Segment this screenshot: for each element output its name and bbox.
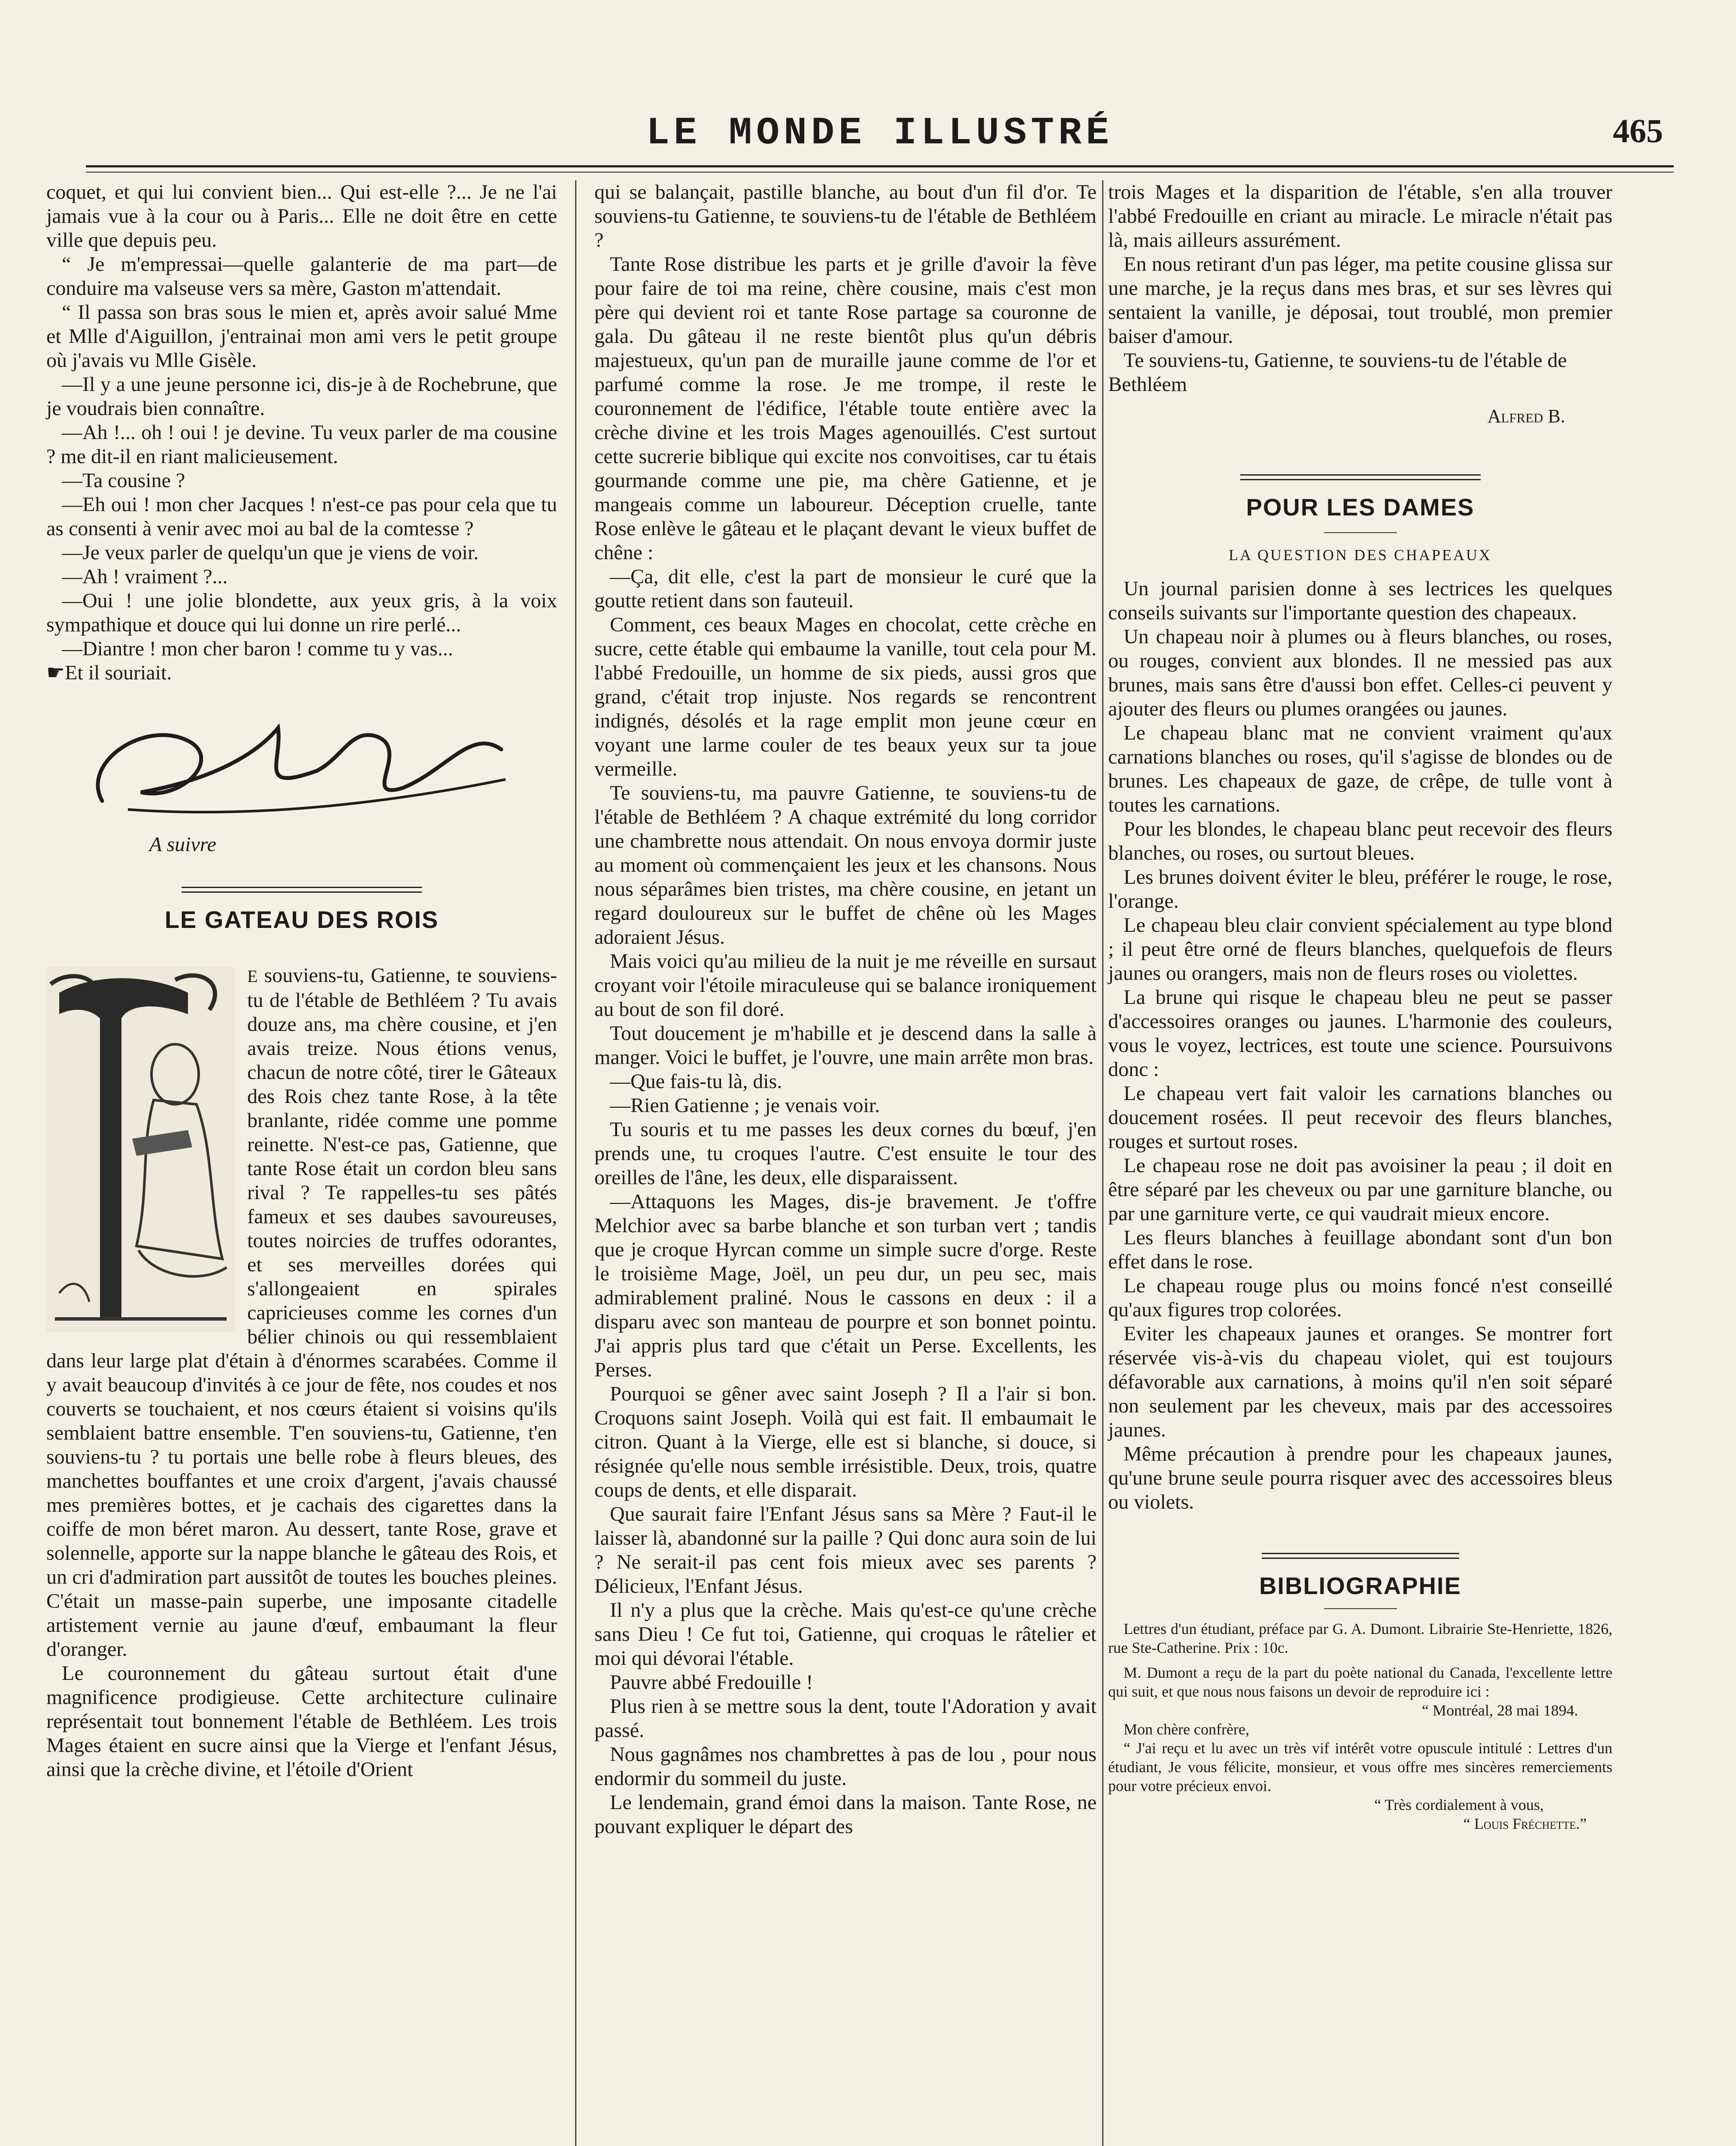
paragraph: —Il y a une jeune personne ici, dis-je à de Rochebrune, que je voudrais bien connaître.	[46, 373, 557, 420]
paragraph: Les fleurs blanches à feuillage abondant sont d'un bon effet dans le rose.	[1108, 1226, 1612, 1273]
letter-date: “ Montréal, 28 mai 1894.	[1422, 1702, 1578, 1719]
paragraph: Même précaution à prendre pour les chapeaux jaunes, qu'une brune seule pourra risquer avec des accessoires bleus ou violets.	[1108, 1443, 1612, 1513]
paragraph: —Ça, dit elle, c'est la part de monsieur le curé que la goutte retient dans son fauteuil.	[594, 565, 1097, 612]
letter-body: “ J'ai reçu et lu avec un très vif intérêt votre opuscule intitulé : Lettres d'un étudiant, Je vous félicite, monsieur, et vous offre mes sincères remerciements pour votre précieux envoi.	[1108, 1740, 1612, 1794]
paragraph: Pour les blondes, le chapeau blanc peut recevoir des fleurs blanches, ou roses, ou surtout bleues.	[1108, 818, 1612, 864]
letter-salutation: Mon chère confrère,	[1124, 1721, 1249, 1738]
page-number: 465	[1613, 112, 1663, 149]
title-underline	[1324, 1608, 1397, 1609]
column-1	[46, 180, 557, 1782]
article-gateau-des-rois	[46, 964, 557, 1782]
paragraph: ☛Et il souriait.	[46, 661, 172, 684]
paragraph: Mais voici qu'au milieu de la nuit je me réveille en sursaut croyant voir l'étoile miraculeuse qui se balance ironiquement au bout de son fil doré.	[594, 950, 1097, 1021]
paragraph: qui se balançait, pastille blanche, au bout d'un fil d'or. Te souviens-tu Gatienne, te souviens-tu de l'étable de Bethléem ?	[594, 181, 1097, 252]
paragraph: trois Mages et la disparition de l'étable, s'en alla trouver l'abbé Fredouille en criant au miracle. Le miracle n'était pas là, mais ailleurs assurément.	[1108, 181, 1612, 252]
paragraph: Que saurait faire l'Enfant Jésus sans sa Mère ? Faut-il le laisser là, abandonné sur la paille ? Qui donc aura soin de lui ? Ne serait-il pas cent fois mieux avec ses parents ? Délicieux, l'Enfant Jésus.	[594, 1503, 1097, 1597]
paragraph: —Ah !... oh ! oui ! je devine. Tu veux parler de ma cousine ? me dit-il en riant malicieusement.	[46, 421, 557, 468]
bibliography-notice	[1108, 1619, 1612, 1833]
paragraph: Il n'y a plus que la crèche. Mais qu'est-ce qu'une crèche sans Dieu ! Ce fut toi, Gatienne, qui croquas le râtelier et moi qui dévorai l'étable.	[594, 1599, 1097, 1670]
column-divider	[1102, 180, 1103, 2146]
paragraph: Tante Rose distribue les parts et je grille d'avoir la fève pour faire de toi ma reine, chère cousine, mais c'est mon père qui devient roi et tante Rose partage sa couronne de gala. Du gâteau il ne reste bientôt plus qu'un débris majestueux, qu'un pan de muraille jaune comme de l'or et parfumé comme la rose. Je me trompe, il reste le couronnement de l'édifice, l'étable toute entière avec la crèche divine et les trois Mages agenouillés. C'est surtout cette sucrerie biblique qui excite nos convoitises, car tu étais gourmande comme une pie, ma chère Gatienne, et je mangeais comme un laboureur. Déception cruelle, tante Rose enlève le gâteau et le plaçant devant le vieux buffet de chêne :	[594, 253, 1097, 564]
paragraph: Un chapeau noir à plumes ou à fleurs blanches, ou roses, ou rouges, convient aux blondes. Il ne messied pas aux brunes, mais sans être d'aussi bon effet. Celles-ci peuvent y ajouter des fleurs ou plumes orangées ou jaunes.	[1108, 625, 1612, 720]
paragraph: “ Il passa son bras sous le mien et, après avoir salué Mme et Mlle d'Aiguillon, j'entrainai mon ami vers le petit groupe où j'avais vu Mlle Gisèle.	[46, 301, 557, 372]
section-rule	[1240, 479, 1481, 480]
paragraph: Te souviens-tu, ma pauvre Gatienne, te souviens-tu de l'étable de Bethléem ? A chaque extrémité du long corridor une chambrette nous attendait. On nous envoya dormir juste au moment où commençaient les jeux et les chansons. Nous nous séparâmes bien tristes, ma chère cousine, en jetant un regard douloureux sur le buffet de chêne où les Mages adoraient Jésus.	[594, 782, 1097, 949]
section-rule	[1240, 474, 1481, 476]
paragraph: Nous gagnâmes nos chambrettes à pas de lou , pour nous endormir du sommeil du juste.	[594, 1743, 1097, 1790]
title-underline	[1324, 532, 1397, 533]
article-byline: Alfred B.	[1487, 406, 1565, 427]
author-signature	[76, 702, 527, 831]
letter-signature: “ Louis Fréchette.”	[1463, 1815, 1587, 1832]
section-rule	[1262, 1558, 1459, 1559]
section-title-pour-les-dames: POUR LES DAMES	[1246, 494, 1475, 521]
section-rule	[1262, 1553, 1459, 1554]
paragraph: —Ah ! vraiment ?...	[62, 565, 228, 588]
section-subtitle: LA QUESTION DES CHAPEAUX	[1228, 546, 1492, 564]
paragraph: —Attaquons les Mages, dis-je bravement. Je t'offre Melchior avec sa barbe blanche et son turban vert ; tandis que je croque Hyrcan comme un simple sucre d'orge. Reste le troisième Mage, Joël, un peu dur, un peu sec, mais admirablement praliné. Nous le cassons en deux : il a disparu avec son manteau de pourpre et son bonnet pointu. J'ai appris plus tard que c'était un Perse. Excellents, les Perses.	[594, 1190, 1097, 1381]
paragraph: Le chapeau rouge plus ou moins foncé n'est conseillé qu'aux figures trop colorées.	[1108, 1274, 1612, 1321]
hand-pointer-icon: ☛	[46, 661, 65, 684]
paragraph: Comment, ces beaux Mages en chocolat, cette crèche en sucre, cette étable qui embaume la vanille, tout cela pour M. l'abbé Fredouille, un homme de six pieds, aussi gros que grand, c'était trop injuste. Nos regards se rencontrent indignés, désolés et la rage emplit mon jeune cœur en voyant une larme couler de tes beaux yeux sur ta joue vermeille.	[594, 613, 1097, 780]
paragraph: Le chapeau bleu clair convient spécialement au type blond ; il peut être orné de fleurs blanches, quelquefois de fleurs jaunes ou orangers, mais non de fleurs roses ou violettes.	[1108, 914, 1612, 985]
section-rule	[182, 891, 422, 893]
paragraph: M. Dumont a reçu de la part du poète national du Canada, l'excellente lettre qui suit, et que nous nous faisons un devoir de reproduire ici :	[1108, 1664, 1612, 1700]
paragraph: Eviter les chapeaux jaunes et oranges. Se montrer fort réservée vis-à-vis du chapeau violet, qui est toujours défavorable aux carnations, à moins qu'il n'en soit séparé non seulement par les cheveux, mais par des accessoires jaunes.	[1108, 1322, 1612, 1441]
paragraph: Le lendemain, grand émoi dans la maison. Tante Rose, ne pouvant expliquer le départ des	[594, 1791, 1097, 1838]
paragraph: —Eh oui ! mon cher Jacques ! n'est-ce pas pour cela que tu as consenti à venir avec moi au bal de la comtesse ?	[46, 493, 557, 540]
masthead-rule-thin	[86, 172, 1674, 173]
book-reference: Lettres d'un étudiant, préface par G. A. Dumont. Librairie Ste-Henriette, 1826, rue Ste-Catherine. Prix : 10c.	[1108, 1620, 1612, 1656]
paragraph: —Ta cousine ?	[62, 469, 185, 492]
paragraph: La brune qui risque le chapeau bleu ne peut se passer d'accessoires oranges ou jaunes. L'harmonie des couleurs, vous le voyez, lectrices, est toute une science. Poursuivons donc :	[1108, 986, 1612, 1081]
paragraph: Pauvre abbé Fredouille !	[610, 1671, 813, 1694]
column-2	[594, 180, 1097, 1839]
paragraph: Tu souris et tu me passes les deux cornes du bœuf, j'en prends une, tu croques l'autre. C'est ensuite le tour des oreilles de l'âne, les deux, elle disparaissent.	[594, 1118, 1097, 1189]
article-opening-paragraph: E souviens-tu, Gatienne, te souviens-tu de l'étable de Bethléem ? Tu avais douze ans, ma chère cousine, et j'en avais treize. Nous étions venus, chacun de notre côté, tirer le Gâteaux des Rois chez tante Rose, à la tête branlante, ridée comme une pomme reinette. N'est-ce pas, Gatienne, que tante Rose était un cordon bleu sans rival ? Te rappelles-tu ses pâtés fameux et ses daubes savoureuses, toutes noircies de truffes odorantes, et ses merveilles dorées qui s'allongeaient en spirales capricieuses comme les cornes d'un bélier chinois ou qui ressemblaient dans leur large plat d'étain à d'énormes scarabées. Comme il y avait beaucoup d'invités à ce jour de fête, nos coudes et nos couverts se touchaient, et nos cœurs étaient si voisins qu'ils semblaient battre ensemble. T'en souviens-tu, Gatienne, t'en souviens-tu ? tu portais une belle robe à fleurs bleues, des manchettes bouffantes et une croix d'argent, j'avais chaussé mes premières bottes, et je cachais des cigarettes dans la coiffe de mon béret maron. Au dessert, tante Rose, grave et solennelle, apporte sur la nappe blanche le gâteau des Rois, et un cri d'admiration part aussitôt de toutes les bouches pleines. C'était un masse-pain superbe, une imposante citadelle artistement vernie au jaune d'œuf, embaumant la fleur d'oranger.	[46, 964, 557, 1661]
paragraph: —Je veux parler de quelqu'un que je viens de voir.	[62, 541, 479, 564]
paragraph: “ Je m'empressai—quelle galanterie de ma part—de conduire ma valseuse vers sa mère, Gaston m'attendait.	[46, 253, 557, 300]
paragraph: Un journal parisien donne à ses lectrices les quelques conseils suivants sur l'importante question des chapeaux.	[1108, 577, 1612, 624]
ornamental-letter-t-icon	[46, 967, 235, 1332]
paragraph: En nous retirant d'un pas léger, ma petite cousine glissa sur une marche, je la reçus dans mes bras, et sur ses lèvres qui sentaient la vanille, je déposai, tout troublé, mon premier baiser d'amour.	[1108, 253, 1612, 348]
section-rule	[182, 887, 422, 888]
section-title-bibliographie: BIBLIOGRAPHIE	[1259, 1572, 1461, 1599]
paragraph: Tout doucement je m'habille et je descend dans la salle à manger. Voici le buffet, je l'ouvre, une main arrête mon bras.	[594, 1022, 1097, 1069]
paragraph: Le chapeau rose ne doit pas avoisiner la peau ; il doit en être séparé par les cheveux ou par une garniture blanche, ou par une garniture verte, ce qui vaudrait mieux encore.	[1108, 1154, 1612, 1225]
newspaper-title: LE MONDE ILLUSTRÉ	[646, 112, 1114, 155]
paragraph: Le couronnement du gâteau surtout était d'une magnificence prodigieuse. Cette architecture culinaire représentait tout bonnement l'étable de Bethléem. Les trois Mages étaient en sucre ainsi que la Vierge et l'enfant Jésus, ainsi que la crèche divine, et l'étoile d'Orient	[46, 1662, 557, 1781]
paragraph: —Que fais-tu là, dis.	[610, 1070, 782, 1093]
illustration-woman-reading	[46, 967, 235, 1332]
paragraph: —Oui ! une jolie blondette, aux yeux gris, à la voix sympathique et douce qui lui donne un rire perlé...	[46, 589, 557, 636]
column-3	[1108, 180, 1612, 1833]
paragraph: —Rien Gatienne ; je venais voir.	[610, 1094, 880, 1117]
masthead-rule	[86, 165, 1674, 167]
paragraph: Les brunes doivent éviter le bleu, préférer le rouge, le rose, l'orange.	[1108, 866, 1612, 912]
masthead	[97, 99, 1663, 163]
article-title-gateau-des-rois: LE GATEAU DES ROIS	[164, 906, 439, 933]
paragraph: —Diantre ! mon cher baron ! comme tu y vas...	[62, 637, 453, 660]
letter-closing: “ Très cordialement à vous,	[1374, 1796, 1544, 1813]
paragraph: Plus rien à se mettre sous la dent, toute l'Adoration y avait passé.	[594, 1695, 1097, 1742]
paragraph: Le chapeau vert fait valoir les carnations blanches ou doucement rosées. Il peut recevoir des fleurs blanches, rouges et surtout roses.	[1108, 1082, 1612, 1153]
column-divider	[575, 180, 576, 2146]
drop-cap-letter: E	[247, 967, 258, 986]
paragraph: coquet, et qui lui convient bien... Qui est-elle ?... Je ne l'ai jamais vue à la cour ou à Paris... Elle ne doit être en cette ville que depuis peu.	[46, 181, 557, 252]
paragraph: Te souviens-tu, Gatienne, te souviens-tu de l'étable de Bethléem	[1108, 349, 1567, 396]
paragraph: Le chapeau blanc mat ne convient vraiment qu'aux carnations blanches ou roses, qu'il s'agisse de blondes ou de brunes. Les chapeaux de gaze, de crêpe, de tulle vont à toutes les carnations.	[1108, 721, 1612, 816]
to-be-continued: A suivre	[149, 833, 216, 856]
paragraph: Pourquoi se gêner avec saint Joseph ? Il a l'air si bon. Croquons saint Joseph. Voilà qui est fait. Il embaumait le citron. Quant à la Vierge, elle est si blanche, si douce, si résignée qu'elle nous semble irrésistible. Deux, trois, quatre coups de dents, et elle disparait.	[594, 1382, 1097, 1501]
